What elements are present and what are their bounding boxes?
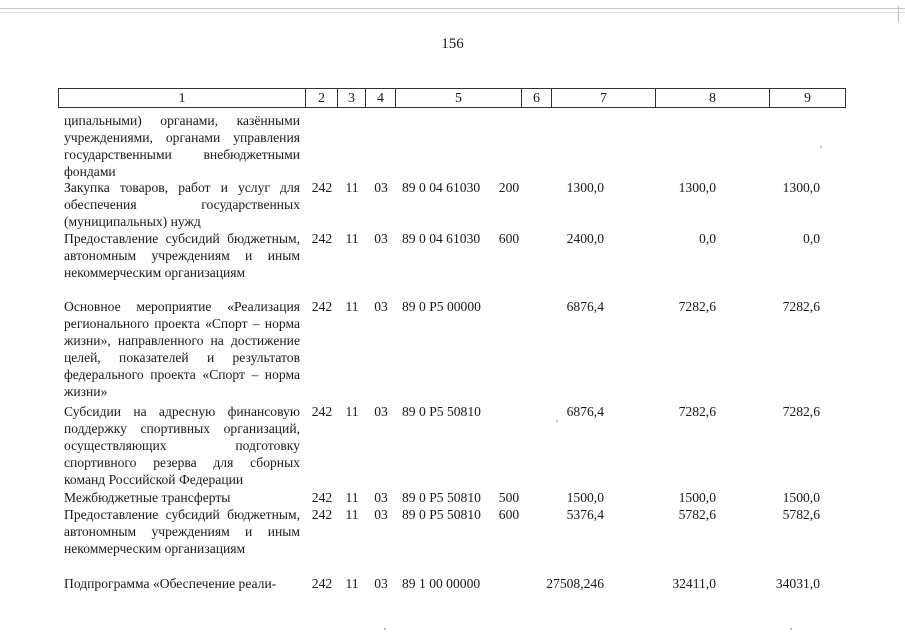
cell-code-admin: 242 [311, 576, 333, 591]
cell-amount-9: 34031,0 [775, 576, 820, 591]
row-description: Предоставление субсидий бюджетным, автономным учреждениям и иным некоммерческим организациям [64, 231, 300, 280]
cell-section: 11 [345, 576, 359, 591]
cell-target-article: 89 0 P5 50810 [402, 404, 481, 419]
table-header-row [58, 88, 846, 108]
cell-code-admin: 242 [311, 490, 333, 505]
cell-subsection: 03 [374, 507, 388, 522]
header-col-2: 2 [305, 89, 337, 107]
cell-amount-9: 1300,0 [782, 180, 820, 195]
cell-code-admin: 242 [311, 404, 333, 419]
cell-amount-9: 0,0 [803, 231, 820, 246]
cell-amount-8: 32411,0 [672, 576, 716, 591]
row-description: Предоставление субсидий бюджетным, автономным учреждениям и иным некоммерческим организациям [64, 507, 300, 556]
scan-speck [790, 628, 792, 630]
cell-amount-7: 5376,4 [566, 507, 604, 522]
cell-amount-7: 2400,0 [566, 231, 604, 246]
cell-subsection: 03 [374, 231, 388, 246]
cell-expense-type: 200 [498, 180, 520, 195]
cell-subsection: 03 [374, 490, 388, 505]
cell-target-article: 89 0 P5 50810 [402, 507, 481, 522]
scan-edge-line [0, 12, 905, 13]
row-description: Основное мероприятие «Реализация регионального проекта «Спорт – норма жизни», направленного на достижение целей, показателей и результатов федерального проекта «Спорт – норма жизни» [64, 299, 300, 399]
cell-amount-8: 1500,0 [678, 490, 716, 505]
header-col-6: 6 [521, 89, 551, 107]
cell-expense-type: 600 [498, 231, 520, 246]
cell-expense-type: 500 [498, 490, 520, 505]
cell-section: 11 [345, 299, 359, 314]
cell-expense-type: 600 [498, 507, 520, 522]
cell-amount-8: 7282,6 [678, 404, 716, 419]
cell-amount-7: 1300,0 [566, 180, 604, 195]
cell-amount-9: 7282,6 [782, 404, 820, 419]
cell-amount-8: 5782,6 [678, 507, 716, 522]
cell-section: 11 [345, 231, 359, 246]
cell-target-article: 89 0 04 61030 [402, 231, 481, 246]
cell-amount-9: 1500,0 [782, 490, 820, 505]
row-description: ципальными) органами, казёнными учреждениями, органами управления государственными внебюджетными фондами [64, 113, 300, 179]
row-description: Закупка товаров, работ и услуг для обеспечения государственных (муниципальных) нужд [64, 180, 300, 229]
row-description: Субсидии на адресную финансовую поддержку спортивных организаций, осуществляющих подготовку спортивного резерва для сборных команд Российской Федерации [64, 404, 300, 487]
cell-target-article: 89 0 P5 00000 [402, 299, 481, 314]
scan-speck [384, 628, 386, 630]
cell-code-admin: 242 [311, 180, 333, 195]
cell-subsection: 03 [374, 180, 388, 195]
cell-amount-8: 7282,6 [678, 299, 716, 314]
cell-section: 11 [345, 404, 359, 419]
cell-target-article: 89 0 P5 50810 [402, 490, 481, 505]
header-col-1: 1 [178, 91, 186, 106]
header-col-5: 5 [395, 89, 521, 107]
cell-target-article: 89 0 04 61030 [402, 180, 481, 195]
cell-section: 11 [345, 180, 359, 195]
page-number: 156 [441, 36, 464, 52]
scan-speck [556, 420, 558, 422]
cell-code-admin: 242 [311, 299, 333, 314]
cell-section: 11 [345, 490, 359, 505]
cell-amount-8: 0,0 [699, 231, 716, 246]
cell-target-article: 89 1 00 00000 [402, 576, 481, 591]
header-col-8: 8 [655, 89, 769, 107]
cell-section: 11 [345, 507, 359, 522]
header-col-9: 9 [769, 89, 845, 107]
cell-subsection: 03 [374, 576, 388, 591]
header-col-3: 3 [337, 89, 365, 107]
row-description: Подпрограмма «Обеспечение реали- [64, 576, 277, 591]
cell-amount-9: 7282,6 [782, 299, 820, 314]
cell-amount-7: 6876,4 [566, 299, 604, 314]
cell-subsection: 03 [374, 299, 388, 314]
scan-edge-line [0, 8, 905, 9]
cell-amount-7: 6876,4 [566, 404, 604, 419]
cell-amount-7: 1500,0 [566, 490, 604, 505]
cell-amount-9: 5782,6 [782, 507, 820, 522]
row-description: Межбюджетные трансферты [64, 490, 231, 505]
header-col-7: 7 [551, 89, 655, 107]
cell-amount-8: 1300,0 [678, 180, 716, 195]
cell-code-admin: 242 [311, 507, 333, 522]
header-col-4: 4 [365, 89, 395, 107]
scan-speck [820, 146, 822, 148]
scan-corner-mark [898, 6, 899, 22]
cell-code-admin: 242 [311, 231, 333, 246]
cell-amount-7: 27508,246 [546, 576, 604, 591]
cell-subsection: 03 [374, 404, 388, 419]
